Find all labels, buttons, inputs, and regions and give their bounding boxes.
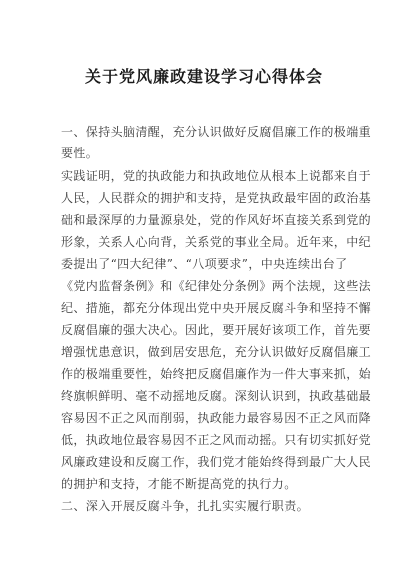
body-line: 反腐倡廉的强大决心。因此，要开展好该项工作，首先要 (61, 323, 372, 337)
section-heading: 二、深入开展反腐斗争，扎扎实实履行职责。 (61, 499, 310, 513)
body-line: 终旗帜鲜明、毫不动摇地反腐。深刻认识到，执政基础最 (61, 389, 372, 403)
document-title: 关于党风廉政建设学习心得体会 (84, 67, 323, 86)
body-line: 风廉政建设和反腐工作，我们党才能始终得到最广大人民 (61, 455, 372, 469)
body-line: 实践证明，党的执政能力和执政地位从根本上说都来自于 (61, 169, 372, 183)
body-line: 《党内监督条例》和《纪律处分条例》两个法规，这些法 (61, 279, 372, 293)
body-line: 纪、措施，都充分体现出党中央开展反腐斗争和坚持不懈 (61, 301, 372, 315)
body-line: 作的极端重要性，始终把反腐倡廉作为一件大事来抓，始 (61, 367, 372, 381)
body-line: 增强忧患意识，做到居安思危，充分认识做好反腐倡廉工 (61, 345, 372, 359)
body-line: 的拥护和支持，才能不断提高党的执行力。 (61, 477, 297, 491)
body-line: 要性。 (61, 146, 99, 160)
body-line: 容易因不正之风而削弱，执政能力最容易因不正之风而降 (61, 411, 372, 425)
body-line: 础和最深厚的力量源泉处，党的作风好坏直接关系到党的 (61, 213, 372, 227)
body-line: 人民，人民群众的拥护和支持，是党执政最牢固的政治基 (61, 191, 372, 205)
body-line: 委提出了“四大纪律”、“八项要求”，中央连续出台了 (61, 257, 348, 271)
body-line: 低，执政地位最容易因不正之风而动摇。只有切实抓好党 (61, 433, 372, 447)
body-line: 形象，关系人心向背，关系党的事业全局。近年来，中纪 (61, 235, 372, 249)
body-line: 一、保持头脑清醒，充分认识做好反腐倡廉工作的极端重 (61, 125, 372, 139)
